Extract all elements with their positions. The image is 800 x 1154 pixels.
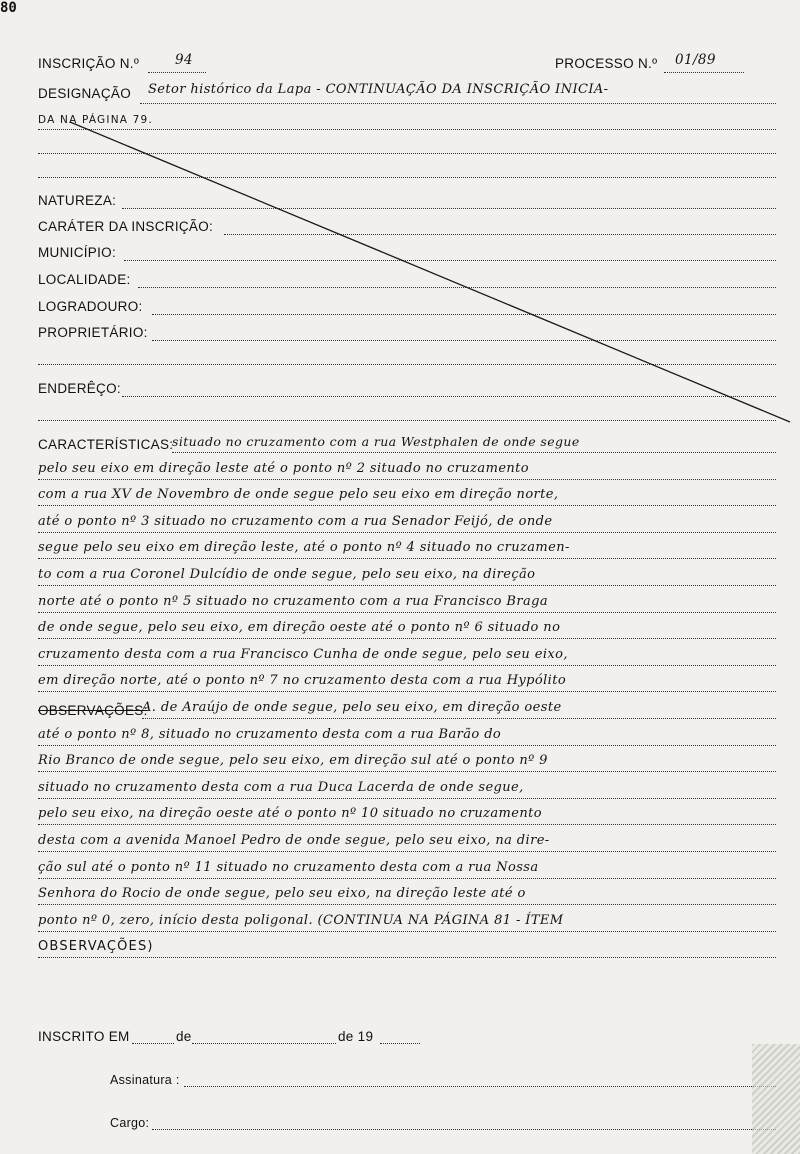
caracteristicas-rule	[38, 558, 776, 559]
designacao-text-1: Setor histórico da Lapa - CONTINUAÇÃO DA INSCRIÇÃO INICIA-	[148, 82, 609, 97]
municipio-label: MUNICÍPIO:	[38, 245, 117, 260]
designacao-label: DESIGNAÇÃO	[38, 86, 132, 101]
processo-label: PROCESSO N.º	[555, 56, 658, 71]
observacoes-text-line: Senhora do Rocio de onde segue, pelo seu eixo, na direção leste até o	[38, 886, 526, 902]
cargo-label: Cargo:	[110, 1116, 150, 1130]
caracteristicas-rule	[38, 691, 776, 692]
logradouro-label: LOGRADOURO:	[38, 299, 143, 314]
observacoes-text-line: até o ponto nº 8, situado no cruzamento desta com a rua Barão do	[38, 726, 502, 742]
inscrito-day-line	[132, 1043, 174, 1044]
inscrito-year-label: de 19	[338, 1029, 374, 1044]
designacao-text-2: DA NA PÁGINA 79.	[38, 114, 153, 126]
corner-page-mark: 80	[0, 0, 17, 16]
caracteristicas-text-line: com a rua XV de Novembro de onde segue pelo seu eixo em direção norte,	[38, 487, 559, 503]
localidade-label: LOCALIDADE:	[38, 272, 131, 287]
caracteristicas-text-line: pelo seu eixo em direção leste até o ponto nº 2 situado no cruzamento	[38, 460, 530, 476]
assinatura-label: Assinatura :	[110, 1073, 180, 1087]
observacoes-text-line: pelo seu eixo, na direção oeste até o ponto nº 10 situado no cruzamento	[38, 806, 543, 822]
inscrito-month-line	[192, 1043, 336, 1044]
observacoes-text-line: ção sul até o ponto nº 11 situado no cruzamento desta com a rua Nossa	[38, 859, 539, 875]
caracteristicas-label: CARACTERÍSTICAS:	[38, 437, 174, 452]
observacoes-text-line: situado no cruzamento desta com a rua Duca Lacerda de onde segue,	[38, 779, 524, 795]
assinatura-line	[184, 1086, 776, 1087]
caracteristicas-text-line: cruzamento desta com a rua Francisco Cunha de onde segue, pelo seu eixo,	[38, 646, 568, 662]
observacoes-rule	[38, 931, 776, 932]
inscricao-value: 94	[175, 52, 193, 68]
caracteristicas-rule	[38, 479, 776, 480]
inscrito-de-label: de	[176, 1029, 192, 1044]
carater-label: CARÁTER DA INSCRIÇÃO:	[38, 219, 214, 234]
caracteristicas-rule	[38, 532, 776, 533]
caracteristicas-rule	[38, 665, 776, 666]
observacoes-rule	[38, 851, 776, 852]
caracteristicas-text-line: em direção norte, até o ponto nº 7 no cruzamento desta com a rua Hypólito	[38, 673, 567, 689]
observacoes-rule	[38, 745, 776, 746]
observacoes-text-line: Rio Branco de onde segue, pelo seu eixo, em direção sul até o ponto nº 9	[38, 753, 548, 769]
caracteristicas-text-line: to com a rua Coronel Dulcídio de onde segue, pelo seu eixo, na direção	[38, 567, 536, 582]
observacoes-rule	[38, 798, 776, 799]
observacoes-text-line: ponto nº 0, zero, início desta poligonal. (CONTINUA NA PÁGINA 81 - ÍTEM	[38, 912, 564, 928]
observacoes-rule	[38, 957, 776, 958]
inscrito-em-label: INSCRITO EM	[38, 1029, 130, 1044]
cargo-line	[152, 1129, 776, 1130]
caracteristicas-text-line: até o ponto nº 3 situado no cruzamento com a rua Senador Feijó, de onde	[38, 513, 553, 529]
caracteristicas-text-line: segue pelo seu eixo em direção leste, até o ponto nº 4 situado no cruzamen-	[38, 540, 570, 556]
observacoes-rule	[38, 771, 776, 772]
caracteristicas-text-line: norte até o ponto nº 5 situado no cruzamento com a rua Francisco Braga	[38, 593, 548, 609]
caracteristicas-rule	[38, 612, 776, 613]
observacoes-rule	[38, 904, 776, 905]
caracteristicas-text-line: de onde segue, pelo seu eixo, em direção oeste até o ponto nº 6 situado no	[38, 620, 561, 636]
observacoes-label: OBSERVAÇÕES:	[38, 703, 148, 718]
observacoes-text-line: OBSERVAÇÕES)	[38, 939, 154, 955]
observacoes-text-line: desta com a avenida Manoel Pedro de onde segue, pelo seu eixo, na dire-	[38, 833, 550, 848]
observacoes-rule	[38, 824, 776, 825]
natureza-label: NATUREZA:	[38, 193, 117, 208]
processo-value: 01/89	[675, 52, 716, 68]
caracteristicas-rule	[38, 638, 776, 639]
caracteristicas-rule	[172, 452, 776, 453]
caracteristicas-text-line: situado no cruzamento com a rua Westphalen de onde segue	[172, 434, 580, 449]
observacoes-text-line: A. de Araújo de onde segue, pelo seu eixo, em direção oeste	[142, 700, 562, 715]
inscricao-label: INSCRIÇÃO N.º	[38, 56, 140, 71]
caracteristicas-rule	[38, 505, 776, 506]
endereco-label: ENDERÊÇO:	[38, 381, 121, 396]
proprietario-label: PROPRIETÁRIO:	[38, 325, 148, 340]
caracteristicas-rule	[38, 585, 776, 586]
inscrito-year-line	[380, 1043, 420, 1044]
observacoes-rule	[142, 718, 776, 719]
scan-edge-noise	[752, 1044, 800, 1154]
observacoes-rule	[38, 878, 776, 879]
